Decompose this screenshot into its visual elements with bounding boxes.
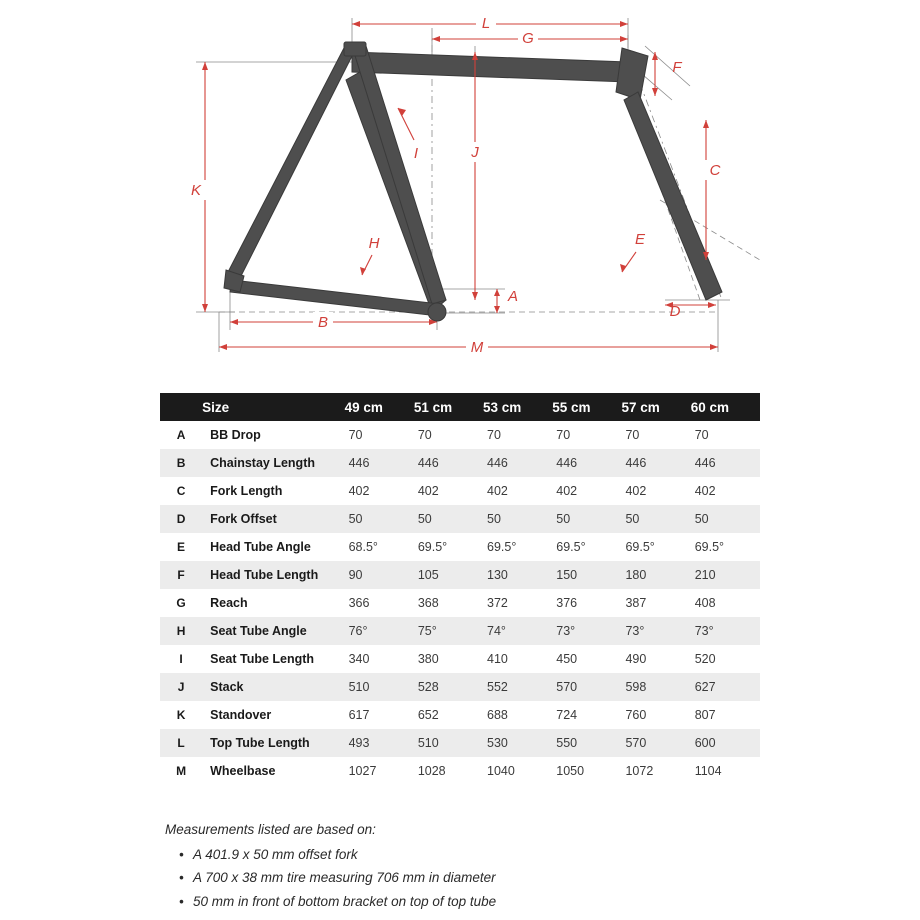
row-value: 402	[691, 477, 760, 505]
dimension-label-K: K	[190, 182, 202, 199]
note-item: • A 401.9 x 50 mm offset fork	[179, 843, 785, 866]
row-value: 402	[621, 477, 690, 505]
row-value: 724	[552, 701, 621, 729]
row-value: 70	[345, 421, 414, 449]
row-value: 1104	[691, 757, 760, 785]
table-row	[160, 449, 760, 477]
row-name: Reach	[202, 589, 344, 617]
row-value: 105	[414, 561, 483, 589]
dimension-label-B: B	[317, 314, 329, 331]
dimension-label-D: D	[669, 303, 681, 320]
row-value: 50	[552, 505, 621, 533]
table-row	[160, 617, 760, 645]
row-value: 446	[483, 449, 552, 477]
row-value: 69.5°	[483, 533, 552, 561]
row-value: 387	[621, 589, 690, 617]
row-value: 510	[345, 673, 414, 701]
row-value: 688	[483, 701, 552, 729]
row-value: 50	[621, 505, 690, 533]
row-value: 450	[552, 645, 621, 673]
row-value: 76°	[345, 617, 414, 645]
row-key: J	[160, 673, 202, 701]
geometry-table	[160, 393, 760, 785]
row-value: 446	[414, 449, 483, 477]
notes-list	[165, 843, 785, 913]
row-value: 340	[345, 645, 414, 673]
row-value: 50	[483, 505, 552, 533]
table-body	[160, 421, 760, 785]
row-value: 402	[483, 477, 552, 505]
row-value: 1027	[345, 757, 414, 785]
row-value: 70	[691, 421, 760, 449]
row-key: L	[160, 729, 202, 757]
row-value: 600	[691, 729, 760, 757]
table-row	[160, 561, 760, 589]
dimension-label-M: M	[470, 339, 484, 356]
row-value: 68.5°	[345, 533, 414, 561]
dimension-label-E: E	[634, 231, 646, 248]
row-value: 73°	[552, 617, 621, 645]
row-value: 73°	[691, 617, 760, 645]
row-value: 617	[345, 701, 414, 729]
row-value: 70	[414, 421, 483, 449]
row-key: G	[160, 589, 202, 617]
row-value: 446	[552, 449, 621, 477]
frame-geometry-diagram	[0, 0, 920, 378]
row-value: 408	[691, 589, 760, 617]
row-value: 530	[483, 729, 552, 757]
row-value: 50	[691, 505, 760, 533]
table-row	[160, 701, 760, 729]
dimension-label-A: A	[507, 288, 519, 305]
row-value: 528	[414, 673, 483, 701]
row-value: 69.5°	[621, 533, 690, 561]
row-value: 150	[552, 561, 621, 589]
row-value: 402	[414, 477, 483, 505]
row-value: 446	[621, 449, 690, 477]
row-name: Stack	[202, 673, 344, 701]
header-cell-size-49: 49 cm	[345, 393, 414, 421]
table-row	[160, 505, 760, 533]
row-value: 75°	[414, 617, 483, 645]
dimension-label-G: G	[522, 30, 534, 47]
row-value: 627	[691, 673, 760, 701]
row-name: Wheelbase	[202, 757, 344, 785]
header-cell-size-57: 57 cm	[621, 393, 690, 421]
row-value: 807	[691, 701, 760, 729]
table-row	[160, 421, 760, 449]
notes-heading: Measurements listed are based on:	[165, 822, 376, 837]
dimension-label-L: L	[481, 15, 491, 32]
row-value: 402	[345, 477, 414, 505]
table-row	[160, 673, 760, 701]
row-value: 598	[621, 673, 690, 701]
note-item: • A 700 x 38 mm tire measuring 706 mm in diameter	[179, 866, 785, 889]
dimension-label-H: H	[368, 235, 380, 252]
header-cell-key	[160, 393, 202, 421]
row-value: 552	[483, 673, 552, 701]
row-value: 366	[345, 589, 414, 617]
header-cell-size-51: 51 cm	[414, 393, 483, 421]
row-value: 73°	[621, 617, 690, 645]
row-key: M	[160, 757, 202, 785]
row-value: 74°	[483, 617, 552, 645]
dimension-label-J: J	[471, 144, 479, 161]
row-name: Fork Offset	[202, 505, 344, 533]
note-item: • 50 mm in front of bottom bracket on top of top tube	[179, 890, 785, 913]
table-row	[160, 533, 760, 561]
row-value: 1028	[414, 757, 483, 785]
row-name: Standover	[202, 701, 344, 729]
row-value: 760	[621, 701, 690, 729]
frame-tubes	[224, 42, 722, 321]
header-cell-size-55: 55 cm	[552, 393, 621, 421]
row-value: 130	[483, 561, 552, 589]
row-value: 570	[621, 729, 690, 757]
row-value: 368	[414, 589, 483, 617]
table-header	[160, 393, 760, 421]
measurement-notes	[165, 818, 785, 913]
row-value: 402	[552, 477, 621, 505]
table-row	[160, 477, 760, 505]
row-value: 493	[345, 729, 414, 757]
row-value: 70	[552, 421, 621, 449]
row-name: BB Drop	[202, 421, 344, 449]
row-value: 490	[621, 645, 690, 673]
header-cell-size: Size	[202, 393, 344, 421]
row-name: Head Tube Angle	[202, 533, 344, 561]
row-value: 510	[414, 729, 483, 757]
row-value: 50	[414, 505, 483, 533]
dimension-label-C: C	[709, 162, 721, 179]
row-value: 70	[621, 421, 690, 449]
dimension-label-F: F	[672, 59, 682, 76]
row-value: 1072	[621, 757, 690, 785]
row-value: 69.5°	[552, 533, 621, 561]
row-value: 376	[552, 589, 621, 617]
dimension-label-I: I	[413, 145, 419, 162]
row-value: 520	[691, 645, 760, 673]
row-name: Fork Length	[202, 477, 344, 505]
row-name: Seat Tube Angle	[202, 617, 344, 645]
row-value: 550	[552, 729, 621, 757]
row-value: 446	[691, 449, 760, 477]
row-key: H	[160, 617, 202, 645]
row-value: 380	[414, 645, 483, 673]
header-cell-size-53: 53 cm	[483, 393, 552, 421]
row-key: I	[160, 645, 202, 673]
header-cell-size-60: 60 cm	[691, 393, 760, 421]
row-key: A	[160, 421, 202, 449]
row-value: 1050	[552, 757, 621, 785]
row-key: C	[160, 477, 202, 505]
row-value: 210	[691, 561, 760, 589]
row-value: 69.5°	[691, 533, 760, 561]
geometry-table-wrapper	[160, 393, 760, 785]
row-name: Top Tube Length	[202, 729, 344, 757]
table-row	[160, 757, 760, 785]
row-value: 446	[345, 449, 414, 477]
row-value: 372	[483, 589, 552, 617]
row-value: 1040	[483, 757, 552, 785]
row-name: Chainstay Length	[202, 449, 344, 477]
row-value: 180	[621, 561, 690, 589]
row-key: K	[160, 701, 202, 729]
table-header-row	[160, 393, 760, 421]
table-row	[160, 589, 760, 617]
row-key: E	[160, 533, 202, 561]
row-key: B	[160, 449, 202, 477]
table-row	[160, 645, 760, 673]
row-value: 50	[345, 505, 414, 533]
row-value: 652	[414, 701, 483, 729]
row-key: F	[160, 561, 202, 589]
row-name: Seat Tube Length	[202, 645, 344, 673]
row-value: 69.5°	[414, 533, 483, 561]
row-value: 570	[552, 673, 621, 701]
table-row	[160, 729, 760, 757]
row-value: 90	[345, 561, 414, 589]
row-key: D	[160, 505, 202, 533]
row-value: 70	[483, 421, 552, 449]
row-value: 410	[483, 645, 552, 673]
row-name: Head Tube Length	[202, 561, 344, 589]
